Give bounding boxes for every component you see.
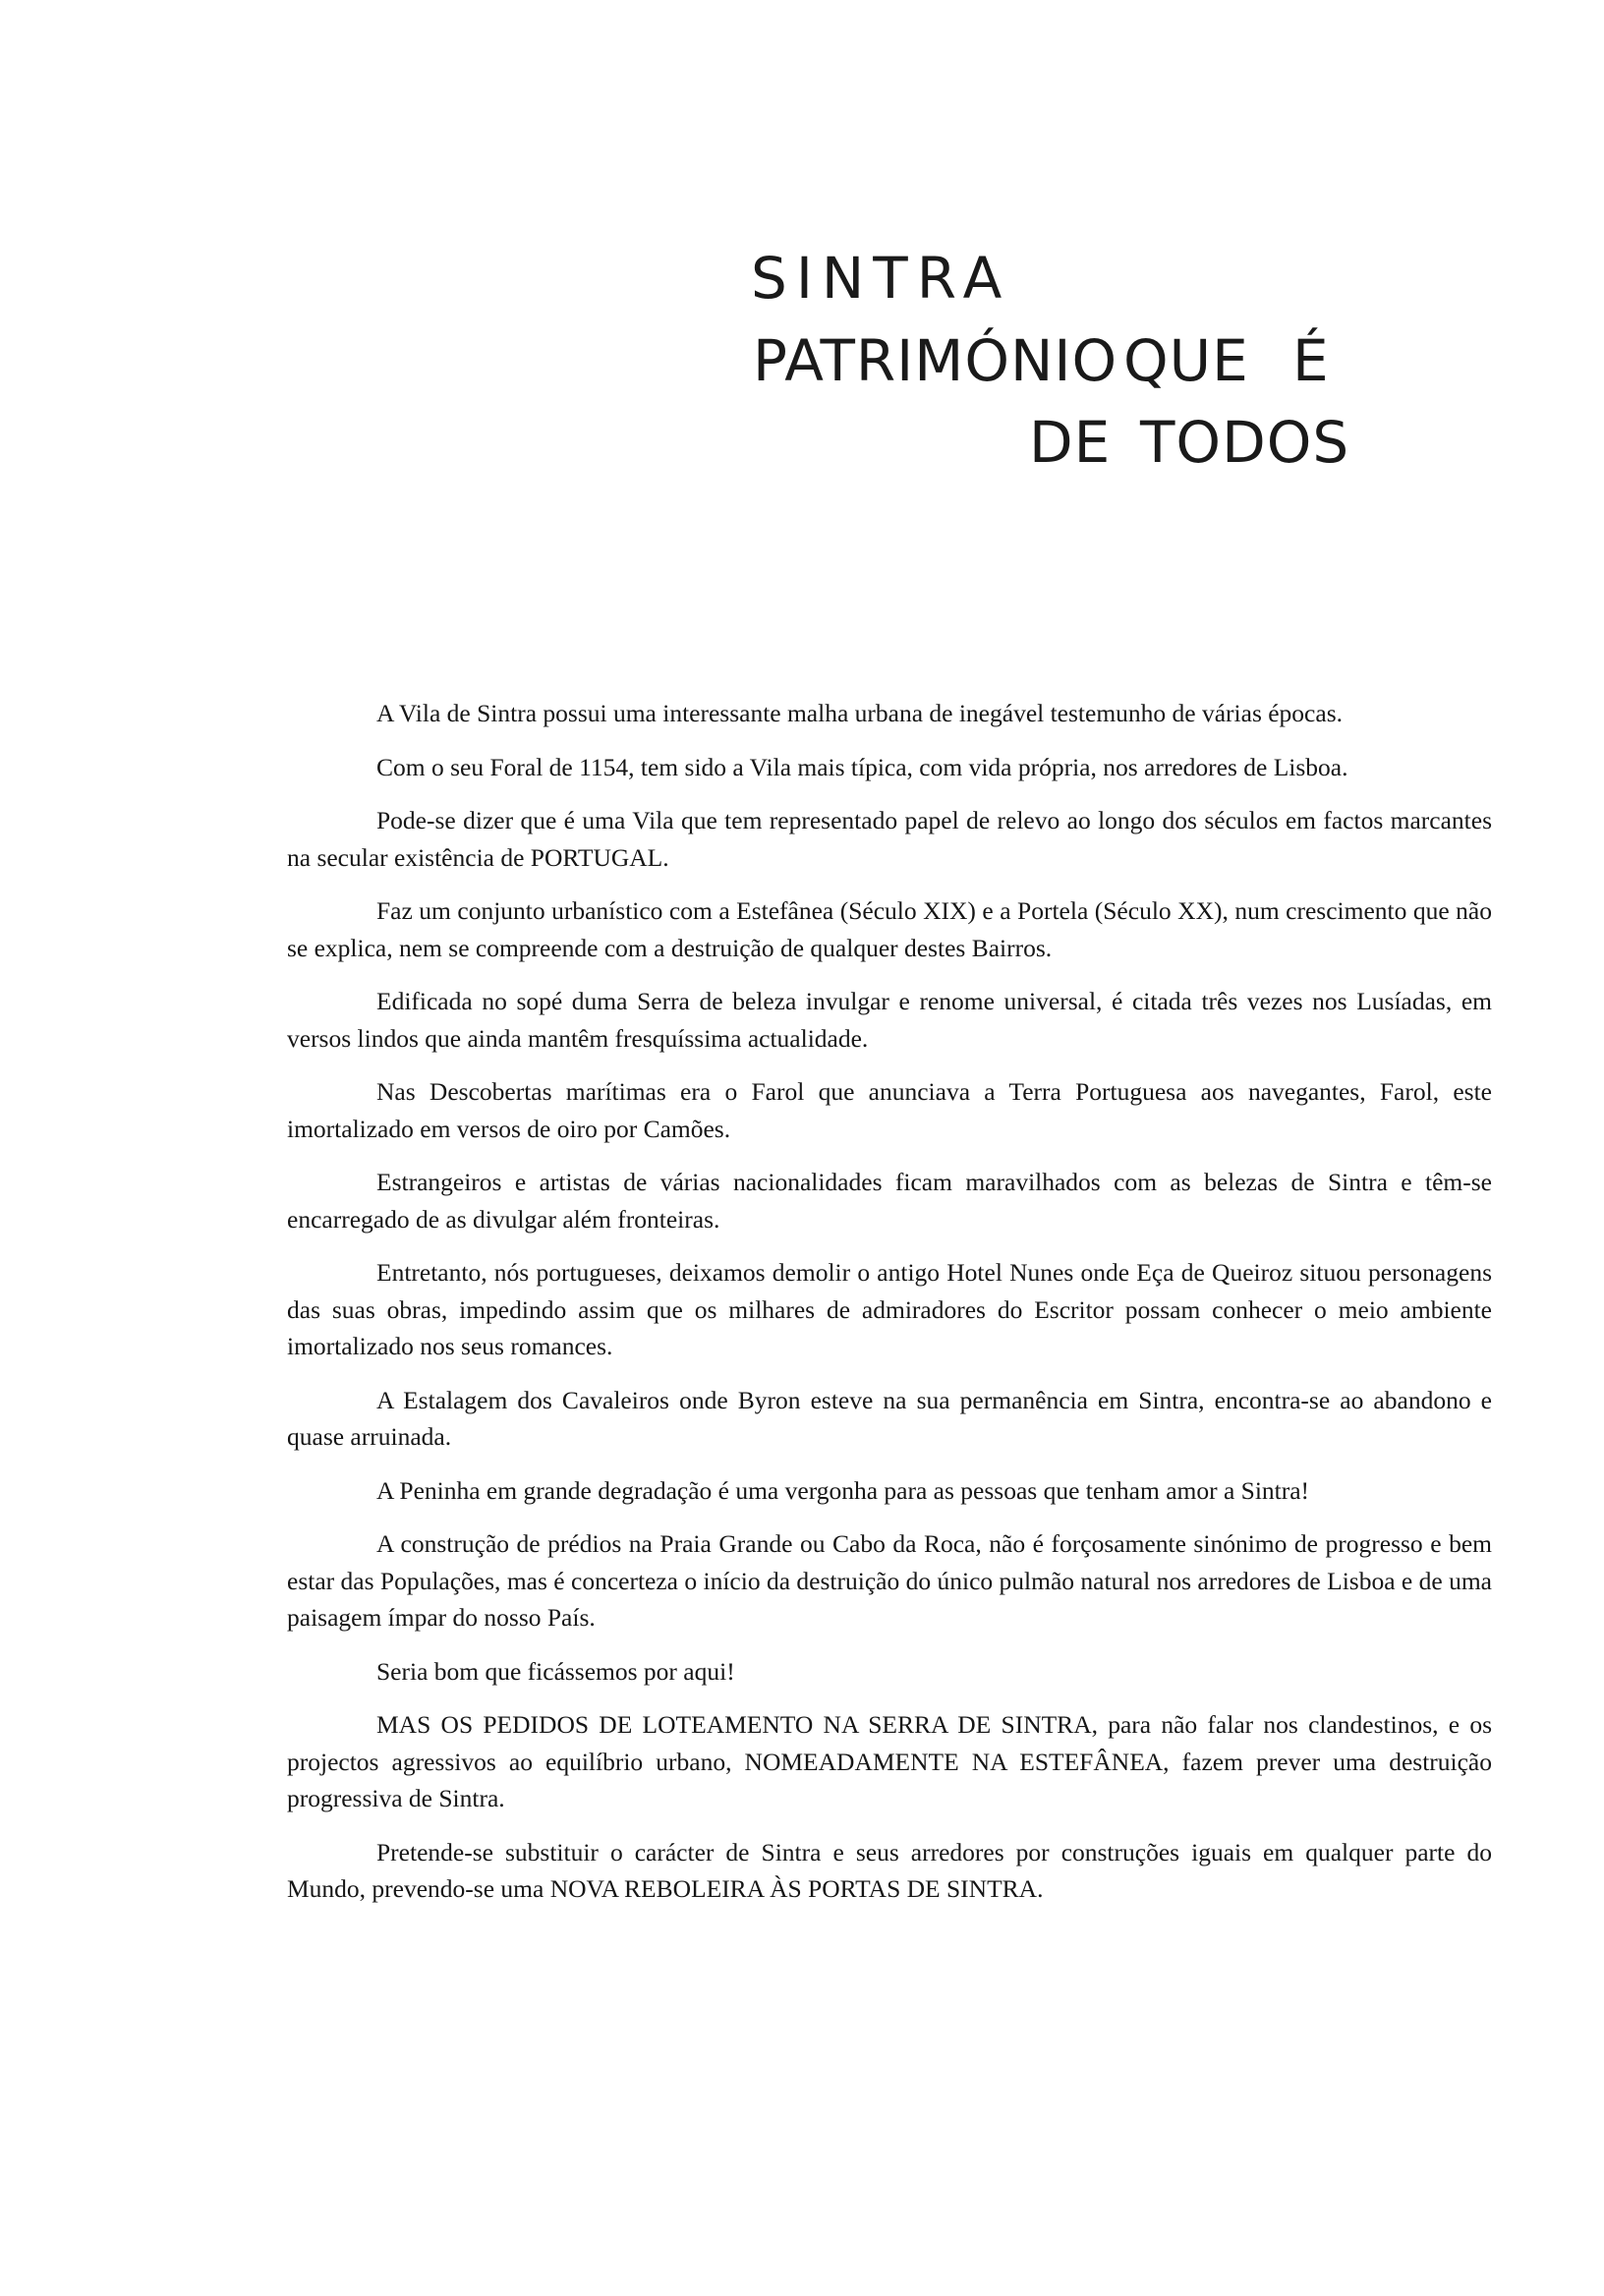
paragraph-3: Pode-se dizer que é uma Vila que tem representado papel de relevo ao longo dos séculos em factos marcantes na secular existência de PORTUGAL. [287, 806, 1492, 872]
title-line-3-word-1: DE [1029, 409, 1112, 476]
paragraph-8: Entretanto, nós portugueses, deixamos demolir o antigo Hotel Nunes onde Eça de Queiroz situou personagens das suas obras, impedindo assim que os milhares de admiradores do Escritor possam conhecer o meio ambiente imortalizado nos seus romances. [287, 1258, 1492, 1360]
title-line-2-word-1: PATRIMÓNIO [753, 327, 1118, 394]
title-line-3-word-2: TODOS [1140, 409, 1350, 476]
paragraph-9: A Estalagem dos Cavaleiros onde Byron esteve na sua permanência em Sintra, encontra-se ao abandono e quase arruinada. [287, 1385, 1492, 1451]
title-line-2-word-3: É [1292, 327, 1329, 394]
article-body [287, 695, 1492, 1908]
paragraph-7: Estrangeiros e artistas de várias nacionalidades ficam maravilhados com as belezas de Sintra e têm-se encarregado de as divulgar além fronteiras. [287, 1168, 1492, 1234]
paragraph-11: A construção de prédios na Praia Grande ou Cabo da Roca, não é forçosamente sinónimo de progresso e bem estar das Populações, mas é concerteza o início da destruição do único pulmão natural nos arredores de Lisboa e de uma paisagem ímpar do nosso País. [287, 1529, 1492, 1632]
paragraph-2: Com o seu Foral de 1154, tem sido a Vila mais típica, com vida própria, nos arredores de Lisboa. [376, 752, 1348, 781]
page-title [0, 0, 1604, 491]
title-line-1: SINTRA [751, 245, 1011, 312]
paragraph-12: Seria bom que ficássemos por aqui! [376, 1656, 735, 1686]
paragraph-13: MAS OS PEDIDOS DE LOTEAMENTO NA SERRA DE SINTRA, para não falar nos clandestinos, e os projectos agressivos ao equilíbrio urbano, NOMEADAMENTE NA ESTEFÂNEA, fazem prever uma destruição progressiva de Sintra. [287, 1710, 1492, 1812]
paragraph-4: Faz um conjunto urbanístico com a Estefânea (Século XIX) e a Portela (Século XX), num crescimento que não se explica, nem se compreende com a destruição de qualquer destes Bairros. [287, 896, 1492, 962]
paragraph-14: Pretende-se substituir o carácter de Sintra e seus arredores por construções iguais em qualquer parte do Mundo, prevendo-se uma NOVA REBOLEIRA ÀS PORTAS DE SINTRA. [287, 1837, 1492, 1903]
paragraph-10: A Peninha em grande degradação é uma vergonha para as pessoas que tenham amor a Sintra! [376, 1475, 1310, 1505]
title-line-2-word-2: QUE [1123, 327, 1249, 394]
paragraph-6: Nas Descobertas marítimas era o Farol que anunciava a Terra Portuguesa aos navegantes, Farol, este imortalizado em versos de oiro por Camões. [287, 1077, 1492, 1143]
paragraph-1: A Vila de Sintra possui uma interessante malha urbana de inegável testemunho de várias épocas. [376, 699, 1343, 727]
paragraph-5: Edificada no sopé duma Serra de beleza invulgar e renome universal, é citada três vezes nos Lusíadas, em versos lindos que ainda mantêm fresquíssima actualidade. [287, 987, 1492, 1053]
